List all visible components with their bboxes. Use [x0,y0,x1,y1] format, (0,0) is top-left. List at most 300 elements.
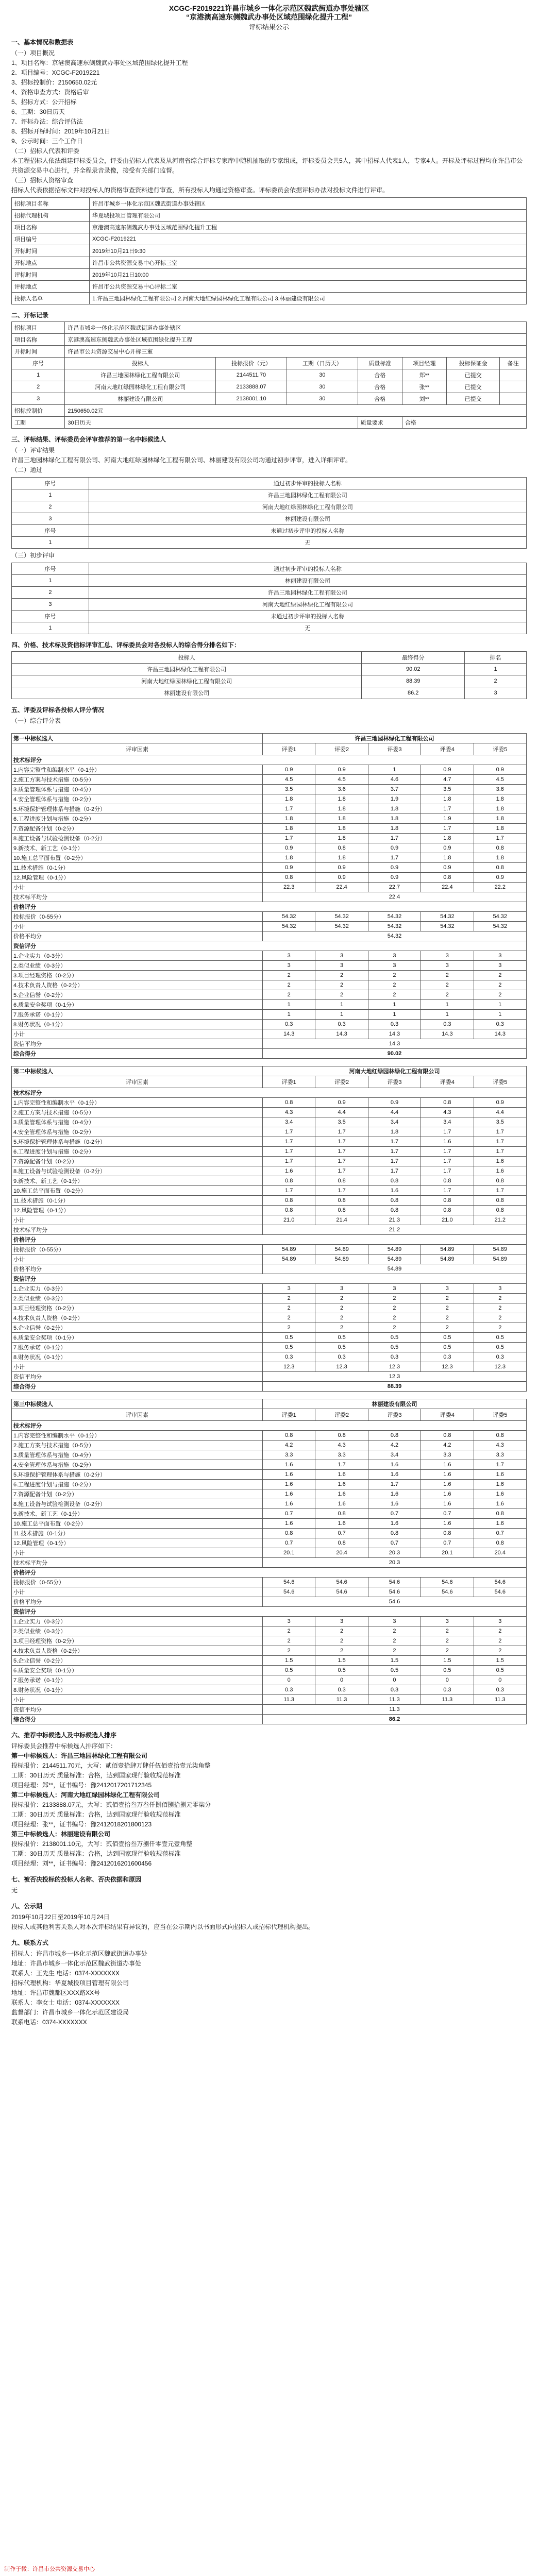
score-cell: 3 [315,1617,368,1626]
open-cell: 2133888.07 [216,381,287,393]
score-cell: 0.8 [421,1529,474,1538]
info-value: 京港澳高速东侧魏武办事处区域范围绿化提升工程 [90,222,527,233]
score-row [12,1626,527,1636]
sum-cell: 21.3 [368,1215,421,1225]
score-cell: 2 [368,1626,421,1636]
open-key: 开标时间 [12,346,65,358]
s1-line: 8、招标开标时间：2019年10月21日 [11,128,111,135]
score-cell: 2 [315,990,368,1000]
score-row [12,1333,527,1343]
score-cell: 0.8 [474,1431,526,1440]
score-cell: 2 [368,990,421,1000]
score-row [12,1255,527,1264]
info-key: 招标代理机构 [12,210,90,222]
column-header: 评审因素 [12,743,263,755]
score-cell: 1.6 [368,1499,421,1509]
sum-row [12,1362,527,1372]
sum-cell: 11.3 [263,1695,315,1705]
score-cell: 1.7 [368,853,421,863]
score-cell: 2 [474,1646,526,1656]
candidate2-lines [11,1800,527,1829]
s3-lines [11,455,527,465]
score-cell: 0.3 [474,1685,526,1695]
total-label: 综合得分 [12,1049,263,1059]
column-header: 评审因素 [12,1409,263,1421]
score-row [12,814,527,824]
score-cell: 2 [315,1626,368,1636]
score-row [12,1117,527,1127]
score-row [12,1137,527,1147]
column-header: 评委2 [315,1409,368,1421]
score-row [12,1010,527,1020]
score-cell: 4.5 [474,775,526,785]
factor-label: 8.财务状况（0-1分） [12,1352,263,1362]
score-row [12,1020,527,1029]
score-cell: 0.8 [368,1529,421,1538]
score-cell: 1.8 [315,824,368,834]
open-cell: 30 [287,369,358,381]
score-cell: 0 [263,1675,315,1685]
score-cell: 4.2 [421,1440,474,1450]
factor-label: 12.风险管理（0-1分） [12,1206,263,1215]
factor-label: 2.类似业绩（0-3分） [12,1626,263,1636]
contact-line: 地址：许昌市城乡一体化示范区魏武街道办事处 [11,1960,142,1967]
info-key: 招标项目名称 [12,198,90,210]
factor-label: 4.技术负责人资格（0-2分） [12,1313,263,1323]
score-cell: 2 [474,990,526,1000]
score-cell: 1.7 [368,1166,421,1176]
score-cell: 1.6 [368,1186,421,1196]
s1-line: 4、资格审查方式：资格后审 [11,89,89,96]
score-cell: 0.5 [421,1333,474,1343]
score-cell: 0.3 [263,1020,315,1029]
score-cell: 54.32 [421,912,474,922]
score-cell: 1.7 [421,824,474,834]
score-cell: 2 [421,1646,474,1656]
score-cell: 3.3 [474,1450,526,1460]
score-row [12,834,527,843]
score-cell: 0 [421,1675,474,1685]
score-cell: 1.7 [474,1137,526,1147]
candidate2-title: 第二中标候选人：河南大地红绿园林绿化工程有限公司 [11,1791,160,1799]
score-cell: 0.8 [315,1196,368,1206]
score-table [11,733,527,1059]
info-value: 2019年10月21日10:00 [90,269,527,281]
info-key: 评标时间 [12,269,90,281]
sum-cell: 12.3 [315,1362,368,1372]
table-cell: 3 [12,513,89,525]
sum-cell: 22.4 [315,883,368,892]
score-cell: 1 [474,1000,526,1010]
score-cell: 3 [315,961,368,971]
sum-cell: 22.7 [368,883,421,892]
candidate-line: 投标报价：2144511.70元，大写：贰佰壹拾肆万肆仟伍佰壹拾壹元柒角整 [11,1762,211,1769]
table-row [12,513,527,525]
score-cell: 3 [368,1617,421,1626]
open-header-row [12,358,527,369]
score-cell: 1.7 [315,1186,368,1196]
score-cell: 1.7 [421,804,474,814]
factor-label: 4.技术负责人资格（0-2分） [12,1646,263,1656]
sum-label: 小计 [12,1548,263,1558]
avg-value: 54.32 [263,931,527,941]
score-cell: 1 [368,1010,421,1020]
info-key: 评标地点 [12,281,90,293]
score-cell: 1.6 [421,1460,474,1470]
open-cell: 已提交 [446,393,499,405]
score-cell: 2 [421,990,474,1000]
score-cell: 3.4 [368,1117,421,1127]
total-value: 88.39 [263,1382,527,1392]
score-cell: 2 [315,1313,368,1323]
score-cell: 0.8 [315,843,368,853]
score-cell: 3 [368,961,421,971]
score-cell: 1.8 [474,794,526,804]
score-cell: 0.8 [421,1206,474,1215]
score-cell: 1.7 [263,1127,315,1137]
score-cell: 1.8 [368,824,421,834]
score-cell: 2 [421,1313,474,1323]
info-row [12,257,527,269]
sum-cell: 20.1 [263,1548,315,1558]
factor-label: 小计 [12,1587,263,1597]
open-cell: 2 [12,381,65,393]
contact-line: 招标代理机构：华夏城投项目管理有限公司 [11,1979,129,1987]
score-table [11,1399,527,1724]
score-row [12,1284,527,1294]
score-cell: 1.6 [263,1470,315,1480]
section-label: 技术标评分 [12,755,527,765]
candidate-line: 项目经理：张**，证书编号：豫2412018201800123 [11,1821,152,1828]
score-cell: 0.3 [263,1685,315,1695]
ranking-table [11,651,527,699]
score-cell: 3.3 [315,1450,368,1460]
column-header: 质量标准 [358,358,402,369]
score-row [12,1578,527,1587]
score-row [12,1509,527,1519]
score-cell: 0.3 [368,1020,421,1029]
score-cell: 4.2 [368,1440,421,1450]
open-cell: 已提交 [446,369,499,381]
score-cell: 0.8 [368,1431,421,1440]
column-header: 序号 [12,563,89,575]
column-header: 通过初步评审的投标人名称 [89,563,526,575]
score-cell: 0.3 [315,1685,368,1695]
score-cell: 0.5 [263,1343,315,1352]
score-cell: 1.7 [474,1186,526,1196]
period-key: 工期 [12,417,65,429]
sum-cell: 11.3 [474,1695,526,1705]
factor-label: 7.服务承诺（0-1分） [12,1010,263,1020]
s3-c-title: （三）初步评审 [11,552,55,559]
score-cell: 1.6 [315,1480,368,1489]
s1-line: 1、项目名称：京港澳高速东侧魏武办事处区域范围绿化提升工程 [11,59,188,66]
sum-cell: 11.3 [368,1695,421,1705]
score-cell: 1.7 [368,1147,421,1157]
score-cell: 1.8 [315,794,368,804]
table-row [12,611,527,622]
candidate1-title: 第一中标候选人：许昌三地园林绿化工程有限公司 [11,1752,148,1759]
score-cell: 1.7 [368,834,421,843]
table-cell: 未通过初步评审的投标人名称 [89,525,526,537]
factor-label: 5.企业信誉（0-2分） [12,1656,263,1666]
sum-cell: 11.3 [315,1695,368,1705]
score-cell: 3 [474,1617,526,1626]
section-row [12,1235,527,1245]
section-row [12,1088,527,1098]
score-cell: 4.3 [315,1440,368,1450]
score-cell: 1.8 [263,824,315,834]
total-value: 86.2 [263,1715,527,1724]
sum-cell: 21.4 [315,1215,368,1225]
table-row [12,587,527,599]
s5-sub: （一）综合评分表 [11,717,61,724]
score-cell: 0.8 [474,863,526,873]
s3-b-title: （二）通过 [11,466,43,473]
column-header: 评委5 [474,1076,526,1088]
score-cell: 1.6 [315,1499,368,1509]
score-cell: 1.8 [421,834,474,843]
score-cell: 0.3 [421,1685,474,1695]
score-row [12,1166,527,1176]
column-header: 评审因素 [12,1076,263,1088]
table-cell: 河南大地红绿园林绿化工程有限公司 [89,599,526,611]
avg-row [12,1558,527,1568]
score-cell: 4.4 [315,1108,368,1117]
score-cell: 54.89 [315,1245,368,1255]
score-row [12,1352,527,1362]
score-cell: 1.5 [315,1656,368,1666]
factor-label: 投标报价（0-55分） [12,1578,263,1587]
factor-label: 7.资源配备计划（0-2分） [12,1489,263,1499]
table-cell: 86.2 [362,687,465,699]
score-cell: 1.7 [315,1137,368,1147]
factor-label: 1.企业实力（0-3分） [12,951,263,961]
factor-label: 2.施工方案与技术措施（0-5分） [12,1108,263,1117]
open-cell: 许昌三地园林绿化工程有限公司 [65,369,216,381]
avg-label: 技术标平均分 [12,1558,263,1568]
sum-cell: 14.3 [315,1029,368,1039]
score-cell: 0.9 [368,873,421,883]
score-cell: 0.8 [421,873,474,883]
score-row [12,1685,527,1695]
bidder-label: 第三中标候选人 [12,1399,263,1409]
score-cell: 1 [263,1000,315,1010]
score-cell: 1.8 [421,794,474,804]
score-cell: 3.6 [315,785,368,794]
score-cell: 0.9 [263,843,315,853]
pub-line: 投标人或其他利害关系人对本次评标结果有异议的，应当在公示期内以书面形式向招标人或招标代理机构提出。 [11,1923,315,1930]
total-label: 综合得分 [12,1715,263,1724]
score-cell: 0.8 [263,1206,315,1215]
candidate1-lines [11,1761,527,1790]
score-cell: 0.5 [474,1333,526,1343]
score-cell: 3 [315,951,368,961]
score-cell: 1.7 [421,1157,474,1166]
column-header: 通过初步评审的投标人名称 [89,478,526,489]
candidate-line: 工期：30日历天 质量标准：合格，达到国家现行验收规范标准 [11,1811,181,1818]
open-value: 许昌市公共资源交易中心开标三室 [65,346,527,358]
sum-cell: 20.3 [368,1548,421,1558]
score-cell: 0.7 [421,1538,474,1548]
table-cell: 河南大地红绿园林绿化工程有限公司 [12,675,362,687]
score-cell: 54.32 [368,912,421,922]
open-value: 许昌市城乡一体化示范区魏武街道办事处辖区 [65,322,527,334]
score-row [12,1646,527,1656]
column-header: 评委3 [368,1409,421,1421]
s1-line: 3、招标控制价：2150650.02元 [11,79,97,86]
bidder-score-block [11,1399,527,1724]
avg-row [12,892,527,902]
open-cell [500,369,527,381]
table-cell: 无 [89,537,526,549]
score-cell: 0.8 [263,1196,315,1206]
score-cell: 1.6 [315,1489,368,1499]
score-cell: 1.7 [474,1460,526,1470]
score-cell: 1.8 [474,804,526,814]
score-row [12,1440,527,1450]
open-cell: 刘** [402,393,446,405]
score-row [12,1196,527,1206]
avg-value: 20.3 [263,1558,527,1568]
sum-cell: 20.1 [421,1548,474,1558]
score-cell: 0.8 [315,1176,368,1186]
score-cell: 1.7 [368,1137,421,1147]
score-row [12,961,527,971]
score-cell: 0.3 [368,1685,421,1695]
score-cell: 3 [368,951,421,961]
score-row [12,1460,527,1470]
score-row [12,1538,527,1548]
s1-line: 7、评标办法：综合评估法 [11,118,83,125]
header-subtitle: 评标结果公示 [248,23,289,31]
sum-label: 小计 [12,883,263,892]
avg-value: 22.4 [263,892,527,902]
open-cell [500,393,527,405]
score-cell: 1.6 [421,1499,474,1509]
factor-label: 6.工程进度计划与措施（0-2分） [12,1480,263,1489]
avg-label: 价格平均分 [12,1264,263,1274]
table-row [12,501,527,513]
contact-line: 招标人：许昌市城乡一体化示范区魏武街道办事处 [11,1950,148,1957]
score-cell: 1.7 [315,1127,368,1137]
sum-cell: 12.3 [263,1362,315,1372]
sum-cell: 21.0 [263,1215,315,1225]
score-cell: 3 [263,1617,315,1626]
score-cell: 2 [421,1303,474,1313]
info-value: 2019年10月21日9:30 [90,245,527,257]
score-cell: 3 [368,1284,421,1294]
score-cell: 54.32 [421,922,474,931]
contact-line: 联系人：李女士 电话：0374-XXXXXXX [11,1999,120,2006]
column-header: 投标报价（元） [216,358,287,369]
score-cell: 1 [368,1000,421,1010]
score-cell: 2 [421,1626,474,1636]
score-cell: 1.8 [421,853,474,863]
s1-lines [11,58,527,146]
score-cell: 2 [263,1646,315,1656]
score-row [12,1157,527,1166]
sum-cell: 12.3 [368,1362,421,1372]
score-cell: 0.5 [368,1343,421,1352]
s6-title: 六、推荐中标候选人及中标候选人排序 [11,1732,117,1739]
score-cell: 1.8 [263,814,315,824]
header-row [12,563,527,575]
score-row [12,951,527,961]
factor-label: 3.质量管理体系与措施（0-4分） [12,785,263,794]
score-cell: 1.5 [368,1656,421,1666]
score-cell: 54.6 [474,1578,526,1587]
score-cell: 0.3 [474,1020,526,1029]
table-cell: 2 [12,501,89,513]
score-cell: 0.9 [315,863,368,873]
score-cell: 3.5 [263,785,315,794]
score-cell: 2 [368,971,421,980]
score-cell: 54.89 [368,1255,421,1264]
s3-line: 许昌三地园林绿化工程有限公司、河南大地红绿园林绿化工程有限公司、林丽建设有限公司均通过初步评审，进入详细评审。 [11,456,352,464]
bidder-row [12,1399,527,1409]
score-row [12,1000,527,1010]
score-cell: 54.32 [315,922,368,931]
header-project: “京港澳高速东侧魏武办事处区域范围绿化提升工程” [186,13,352,21]
table-row [12,525,527,537]
score-cell: 1.8 [368,814,421,824]
score-cell: 1.8 [315,834,368,843]
sum-cell: 14.3 [421,1029,474,1039]
section-row [12,755,527,765]
score-cell: 1 [474,1010,526,1020]
candidate-line: 项目经理：郑**，证书编号：豫2412017201712345 [11,1782,152,1789]
open-head-row [12,322,527,334]
avg-label: 资信平均分 [12,1372,263,1382]
factor-label: 3.项目经理资格（0-2分） [12,971,263,980]
factor-label: 8.施工设备与试验检测设备（0-2分） [12,1499,263,1509]
quality-value: 合格 [402,417,526,429]
score-cell: 2 [474,1303,526,1313]
factor-label: 7.服务承诺（0-1分） [12,1675,263,1685]
sum-cell: 21.0 [421,1215,474,1225]
score-cell: 3 [474,1284,526,1294]
score-cell: 3.5 [315,1117,368,1127]
score-cell: 0.5 [421,1666,474,1675]
score-cell: 2 [474,1294,526,1303]
score-cell: 0.7 [263,1509,315,1519]
open-cell [500,381,527,393]
score-cell: 1.9 [368,794,421,804]
contact-line: 监督部门：许昌市城乡一体化示范区建设局 [11,2009,129,2016]
score-cell: 0.7 [368,1538,421,1548]
section-label: 技术标评分 [12,1088,527,1098]
score-row [12,912,527,922]
score-cell: 0.9 [263,863,315,873]
score-cell: 54.32 [474,922,526,931]
score-cell: 54.89 [421,1255,474,1264]
bidder-score-block [11,1066,527,1392]
score-cell: 54.89 [263,1255,315,1264]
score-cell: 1.7 [474,834,526,843]
score-cell: 1.7 [263,804,315,814]
score-cell: 2 [421,980,474,990]
score-cell: 54.6 [421,1587,474,1597]
score-cell: 0.5 [368,1333,421,1343]
sum-cell: 22.4 [421,883,474,892]
bidder-name: 林丽建设有限公司 [263,1399,527,1409]
score-cell: 1.5 [474,1656,526,1666]
table-row [12,622,527,634]
open-value: 京港澳高速东侧魏武办事处区域范围绿化提升工程 [65,334,527,346]
sum-row [12,883,527,892]
factor-label: 小计 [12,922,263,931]
